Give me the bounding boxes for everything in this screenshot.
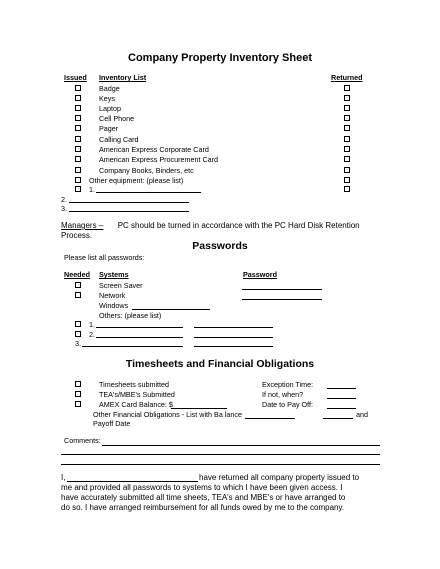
inventory-item: Cell Phone [99,114,135,123]
passwords-instruction: Please list all passwords: [64,253,145,262]
other-obligation-line[interactable] [245,418,295,419]
issued-checkbox[interactable] [75,167,81,173]
employee-name-line[interactable] [67,481,198,482]
issued-checkbox[interactable] [75,125,81,131]
inventory-item: Calling Card [99,135,139,144]
issued-checkbox[interactable] [75,105,81,111]
other-equipment-label: Other equipment: (please list) [89,176,184,185]
line-number: 1. [89,185,95,194]
inventory-item: Company Books, Binders, etc [99,166,194,175]
system-item: Screen Saver [99,281,143,290]
inventory-item: Pager [99,124,119,133]
line-number: 3. [61,204,67,213]
other-password-line-2[interactable] [194,337,273,338]
issued-header: Issued [64,73,87,82]
if-not-when-label: If not, when? [262,390,304,399]
other-equipment-line-2[interactable] [69,202,189,203]
inventory-item: Keys [99,94,115,103]
needed-header: Needed [64,270,90,279]
inventory-item: Laptop [99,104,121,113]
password-line[interactable] [242,289,322,290]
returned-header: Returned [331,73,363,82]
needed-checkbox[interactable] [75,321,81,327]
returned-checkbox[interactable] [344,105,350,111]
line-number: 3. [75,339,81,348]
managers-label: Managers – [61,221,104,230]
returned-checkbox[interactable] [344,146,350,152]
returned-checkbox[interactable] [344,167,350,173]
amex-balance-line[interactable] [171,408,227,409]
password-line[interactable] [242,299,322,300]
timesheet-checkbox[interactable] [75,391,81,397]
returned-checkbox[interactable] [344,125,350,131]
issued-checkbox[interactable] [75,85,81,91]
windows-line[interactable] [132,309,210,310]
other-password-line-3[interactable] [194,346,273,347]
issued-checkbox[interactable] [75,186,81,192]
exception-time-label: Exception Time: [262,380,314,389]
timesheet-checkbox[interactable] [75,381,81,387]
managers-note: PC should be turned in accordance with the PC Hard Disk Retention [117,221,360,230]
comments-line-2[interactable] [61,454,380,455]
other-obligation-balance-line[interactable] [323,418,353,419]
other-password-line-1[interactable] [194,327,273,328]
other-system-line-3[interactable] [82,346,183,347]
timesheet-item: TEA's/MBE's Submitted [99,390,175,399]
line-number: 1. [89,320,95,329]
issued-checkbox[interactable] [75,146,81,152]
statement-line-3: have accurately submitted all time sheets, TEA's and MBE's or have arranged to [61,493,346,502]
date-to-pay-off-line[interactable] [327,408,356,409]
page-title: Company Property Inventory Sheet [128,52,312,64]
other-equipment-line-3[interactable] [69,211,189,212]
system-item: Network [99,291,126,300]
payoff-date-label: Payoff Date [93,419,131,428]
needed-checkbox[interactable] [75,282,81,288]
inventory-list-header: Inventory List [99,73,147,82]
comments-label: Comments: [64,436,101,445]
systems-header: Systems [99,270,129,279]
comments-line-3[interactable] [61,464,380,465]
passwords-title: Passwords [192,240,248,252]
returned-checkbox[interactable] [344,186,350,192]
timesheet-checkbox[interactable] [75,401,81,407]
timesheet-item: Timesheets submitted [99,380,170,389]
date-to-pay-off-label: Date to Pay Off: [262,400,314,409]
needed-checkbox[interactable] [75,292,81,298]
system-item: Windows [99,301,129,310]
statement-prefix: I, [61,473,66,482]
and-label: and [356,410,368,419]
inventory-item: Badge [99,84,120,93]
timesheets-title: Timesheets and Financial Obligations [125,358,315,370]
issued-checkbox[interactable] [75,115,81,121]
inventory-item: American Express Corporate Card [99,145,209,154]
others-label: Others: (please list) [99,311,162,320]
comments-line-1[interactable] [102,445,380,446]
statement-line-2: me and provided all passwords to systems to which I have been given access. I [61,483,343,492]
issued-checkbox[interactable] [75,177,81,183]
issued-checkbox[interactable] [75,95,81,101]
other-system-line-1[interactable] [96,327,183,328]
timesheet-item: AMEX Card Balance: $ [99,400,173,409]
returned-checkbox[interactable] [344,85,350,91]
other-equipment-line-1[interactable] [96,192,201,193]
other-system-line-2[interactable] [96,337,183,338]
returned-checkbox[interactable] [344,156,350,162]
statement-line-4: do so. I have arranged reimbursement for all funds owed by me to the company. [61,503,345,512]
other-obligations-label: Other Financial Obligations - List with Ba lance [93,410,243,419]
line-number: 2. [89,330,95,339]
returned-checkbox[interactable] [344,115,350,121]
issued-checkbox[interactable] [75,136,81,142]
password-header: Password [243,270,277,279]
managers-note-cont: Process. [61,231,93,240]
returned-checkbox[interactable] [344,95,350,101]
returned-checkbox[interactable] [344,177,350,183]
if-not-when-line[interactable] [327,398,356,399]
exception-time-line[interactable] [327,388,356,389]
statement-line-1: have returned all company property issued to [199,473,360,482]
line-number: 2. [61,195,67,204]
issued-checkbox[interactable] [75,156,81,162]
inventory-item: American Express Procurement Card [99,155,219,164]
returned-checkbox[interactable] [344,136,350,142]
needed-checkbox[interactable] [75,331,81,337]
